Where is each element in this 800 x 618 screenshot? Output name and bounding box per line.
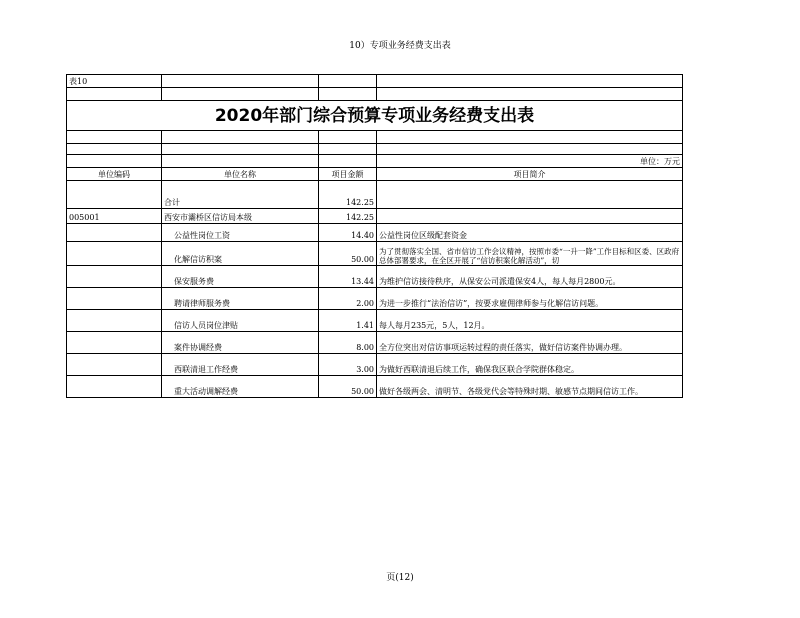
table-row — [67, 310, 683, 332]
column-header: 项目简介 — [377, 168, 683, 181]
row-amount: 50.00 — [319, 376, 377, 398]
row-amount: 14.40 — [319, 224, 377, 242]
table-row — [67, 376, 683, 398]
table-row — [67, 266, 683, 288]
table-row — [67, 224, 683, 242]
row-amount: 1.41 — [319, 310, 377, 332]
table-row — [67, 242, 683, 266]
row-description: 公益性岗位区级配套资金 — [377, 224, 683, 242]
table-row — [67, 332, 683, 354]
table-row — [67, 209, 683, 224]
row-description: 为维护信访接待秩序，从保安公司派遣保安4人，每人每月2800元。 — [377, 266, 683, 288]
table-row — [67, 354, 683, 376]
row-description: 全方位突出对信访事项运转过程的责任落实，做好信访案件协调办理。 — [377, 332, 683, 354]
row-amount: 50.00 — [319, 242, 377, 266]
row-amount: 142.25 — [319, 181, 377, 209]
row-amount: 8.00 — [319, 332, 377, 354]
column-header: 项目金额 — [319, 168, 377, 181]
row-name: 重大活动调解经费 — [162, 376, 319, 398]
row-name: 西联清退工作经费 — [162, 354, 319, 376]
page-footer: 页(12) — [386, 573, 414, 583]
row-amount: 13.44 — [319, 266, 377, 288]
row-name: 案件协调经费 — [162, 332, 319, 354]
unit-note: 单位：万元 — [377, 155, 683, 168]
page-header: 10）专项业务经费支出表 — [349, 41, 451, 51]
column-header: 单位名称 — [162, 168, 319, 181]
row-name: 信访人员岗位津贴 — [162, 310, 319, 332]
row-name: 保安服务费 — [162, 266, 319, 288]
table-row — [67, 181, 683, 209]
row-description: 做好各级两会、清明节、各级党代会等特殊时期、敏感节点期间信访工作。 — [377, 376, 683, 398]
row-name: 西安市灞桥区信访局本级 — [162, 209, 319, 224]
row-name: 化解信访积案 — [162, 242, 319, 266]
row-description: 为进一步推行“法治信访”，按要求雇佣律师参与化解信访问题。 — [377, 288, 683, 310]
table-row — [67, 288, 683, 310]
row-amount: 2.00 — [319, 288, 377, 310]
table-number: 表10 — [67, 75, 162, 88]
row-name: 合计 — [162, 181, 319, 209]
row-amount: 3.00 — [319, 354, 377, 376]
row-amount: 142.25 — [319, 209, 377, 224]
row-name: 聘请律师服务费 — [162, 288, 319, 310]
row-code: 005001 — [67, 209, 162, 224]
table-title: 2020年部门综合预算专项业务经费支出表 — [67, 101, 683, 131]
row-name: 公益性岗位工资 — [162, 224, 319, 242]
row-description: 为了贯彻落实全国、省市信访工作会议精神，按照市委“一升一降”工作目标和区委、区政府总体部署要求，在全区开展了“信访积案化解活动”，切 — [377, 242, 683, 266]
row-description: 为做好西联清退后续工作，确保我区联合学院群体稳定。 — [377, 354, 683, 376]
expense-table — [66, 74, 683, 398]
column-header: 单位编码 — [67, 168, 162, 181]
row-description: 每人每月235元，5人，12月。 — [377, 310, 683, 332]
